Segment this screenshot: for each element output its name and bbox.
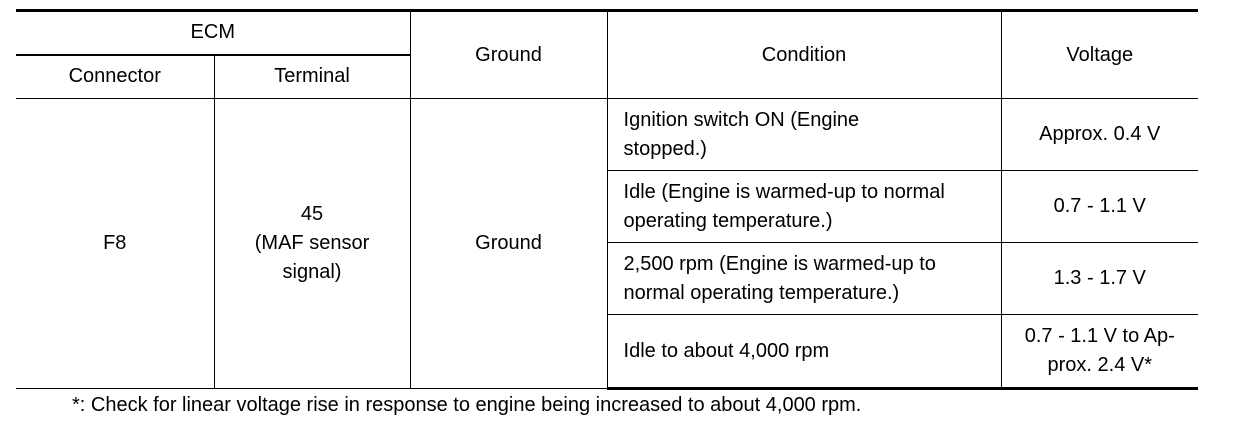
condition-cell: Idle to about 4,000 rpm [607,315,1001,389]
table-row [16,99,1198,171]
voltage-line-2: prox. 2.4 V* [1047,354,1153,376]
terminal-number: 45 [300,203,324,225]
header-voltage: Voltage [1001,11,1198,99]
condition-line-1: Idle (Engine is warmed-up to normal [623,180,945,203]
header-ecm: ECM [16,11,410,55]
condition-cell [607,99,1001,171]
condition-line-2: operating temperature.) [623,209,833,232]
ground-cell: Ground [410,99,607,389]
voltage-cell: Approx. 0.4 V [1001,99,1198,171]
header-condition: Condition [607,11,1001,99]
condition-line-1: Ignition switch ON (Engine [623,108,860,131]
voltage-cell: 0.7 - 1.1 V [1001,171,1198,243]
terminal-cell [214,99,410,389]
condition-line-1: 2,500 rpm (Engine is warmed-up to [623,252,936,275]
header-connector: Connector [16,55,214,99]
header-ground: Ground [410,11,607,99]
header-row-1 [16,11,1198,55]
condition-line-2: normal operating temperature.) [623,281,900,304]
condition-cell [607,243,1001,315]
footnote: *: Check for linear voltage rise in response to engine being increased to about 4,000 rpm. [72,394,862,416]
voltage-cell: 1.3 - 1.7 V [1001,243,1198,315]
voltage-line-1: 0.7 - 1.1 V to Ap- [1024,325,1175,347]
voltage-cell [1001,315,1198,389]
condition-cell [607,171,1001,243]
connector-cell: F8 [16,99,214,389]
terminal-desc-line-1: (MAF sensor [254,232,370,254]
condition-line-2: stopped.) [623,137,707,160]
terminal-desc-line-2: signal) [282,261,342,283]
ecm-terminal-voltage-table [16,9,1198,390]
header-terminal: Terminal [214,55,410,99]
